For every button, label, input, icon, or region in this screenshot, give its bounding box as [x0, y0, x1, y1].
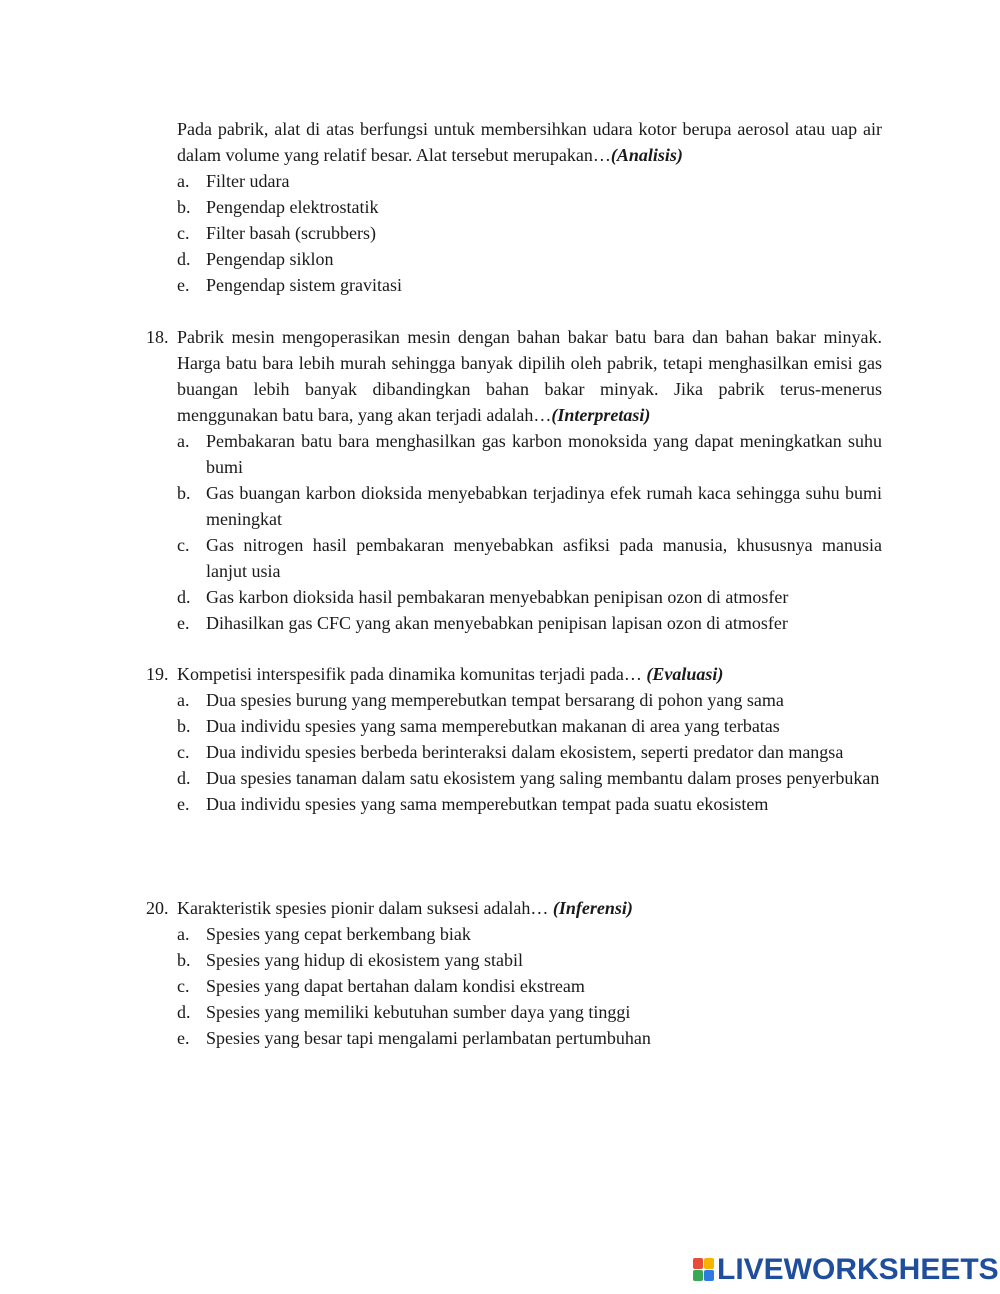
question-19 — [146, 661, 882, 817]
logo-square-yellow — [704, 1258, 714, 1269]
question-stem-text: Pabrik mesin mengoperasikan mesin dengan bahan bakar batu bara dan bahan bakar minyak. Harga batu bara lebih murah sehingga banyak dipilih oleh pabrik, tetapi menghasilkan emisi gas buangan lebih banyak dibandingkan bahan bakar minyak. Jika pabrik terus-menerus menggunakan batu bara, yang akan terjadi adalah… — [177, 327, 882, 425]
logo-square-green — [693, 1270, 703, 1281]
question-tag: (Analisis) — [610, 145, 683, 165]
question-17 — [146, 116, 882, 298]
option-letter: b. — [177, 483, 191, 503]
option-letter: c. — [177, 223, 190, 243]
option-text: Pengendap sistem gravitasi — [206, 275, 402, 295]
question-stem-text: Kompetisi interspesifik pada dinamika komunitas terjadi pada… — [177, 664, 647, 684]
question-stem — [146, 324, 882, 428]
question-tag: (Evaluasi) — [646, 664, 724, 684]
option-b[interactable] — [146, 194, 882, 220]
option-letter: d. — [177, 768, 191, 788]
option-text: Spesies yang memiliki kebutuhan sumber daya yang tinggi — [206, 1002, 631, 1022]
option-text: Filter basah (scrubbers) — [206, 223, 376, 243]
option-letter: d. — [177, 587, 191, 607]
option-letter: e. — [177, 1028, 190, 1048]
option-letter: a. — [177, 431, 190, 451]
option-d[interactable] — [146, 584, 882, 610]
question-number: 19. — [146, 664, 169, 684]
option-text: Dua individu spesies yang sama memperebutkan tempat pada suatu ekosistem — [206, 794, 769, 814]
option-letter: b. — [177, 716, 191, 736]
option-letter: d. — [177, 249, 191, 269]
question-number: 20. — [146, 898, 169, 918]
option-letter: a. — [177, 171, 190, 191]
option-a[interactable] — [146, 168, 882, 194]
liveworksheets-logo-text: LIVEWORKSHEETS — [717, 1253, 999, 1286]
question-tag: (Interpretasi) — [551, 405, 651, 425]
option-d[interactable] — [146, 246, 882, 272]
option-list — [146, 168, 882, 298]
option-list — [146, 921, 882, 1051]
option-d[interactable] — [146, 999, 882, 1025]
option-text: Dua spesies tanaman dalam satu ekosistem yang saling membantu dalam proses penyerbukan — [206, 768, 880, 788]
question-number: 18. — [146, 327, 169, 347]
option-text: Spesies yang cepat berkembang biak — [206, 924, 471, 944]
option-d[interactable] — [146, 765, 882, 791]
option-b[interactable] — [146, 480, 882, 532]
option-text: Dua spesies burung yang memperebutkan tempat bersarang di pohon yang sama — [206, 690, 784, 710]
option-list — [146, 428, 882, 636]
option-text: Spesies yang besar tapi mengalami perlambatan pertumbuhan — [206, 1028, 651, 1048]
option-e[interactable] — [146, 1025, 882, 1051]
option-text: Dihasilkan gas CFC yang akan menyebabkan penipisan lapisan ozon di atmosfer — [206, 613, 788, 633]
question-stem — [146, 116, 882, 168]
option-c[interactable] — [146, 739, 882, 765]
option-letter: a. — [177, 924, 190, 944]
option-a[interactable] — [146, 428, 882, 480]
option-e[interactable] — [146, 791, 882, 817]
option-text: Gas buangan karbon dioksida menyebabkan terjadinya efek rumah kaca sehingga suhu bumi meningkat — [206, 483, 882, 529]
option-a[interactable] — [146, 921, 882, 947]
option-b[interactable] — [146, 713, 882, 739]
option-text: Spesies yang dapat bertahan dalam kondisi ekstream — [206, 976, 585, 996]
question-tag: (Inferensi) — [552, 898, 633, 918]
option-list — [146, 687, 882, 817]
option-c[interactable] — [146, 973, 882, 999]
logo-square-blue — [704, 1270, 714, 1281]
option-text: Dua individu spesies berbeda berinteraksi dalam ekosistem, seperti predator dan mangsa — [206, 742, 844, 762]
option-text: Gas nitrogen hasil pembakaran menyebabkan asfiksi pada manusia, khususnya manusia lanjut usia — [206, 535, 882, 581]
option-text: Dua individu spesies yang sama memperebutkan makanan di area yang terbatas — [206, 716, 780, 736]
liveworksheets-logo-icon — [693, 1258, 715, 1282]
question-stem — [146, 895, 882, 921]
option-letter: b. — [177, 950, 191, 970]
logo-square-red — [693, 1258, 703, 1269]
option-text: Spesies yang hidup di ekosistem yang stabil — [206, 950, 523, 970]
option-letter: c. — [177, 535, 190, 555]
option-text: Pembakaran batu bara menghasilkan gas karbon monoksida yang dapat meningkatkan suhu bumi — [206, 431, 882, 477]
option-letter: c. — [177, 742, 190, 762]
question-18 — [146, 324, 882, 636]
question-stem-text: Karakteristik spesies pionir dalam suksesi adalah… — [177, 898, 553, 918]
question-stem — [146, 661, 882, 687]
question-20 — [146, 895, 882, 1051]
question-stem-text: Pada pabrik, alat di atas berfungsi untuk membersihkan udara kotor berupa aerosol atau uap air dalam volume yang relatif besar. Alat tersebut merupakan… — [177, 119, 882, 165]
option-letter: e. — [177, 613, 190, 633]
option-e[interactable] — [146, 272, 882, 298]
liveworksheets-logo[interactable] — [693, 1253, 999, 1287]
option-letter: e. — [177, 794, 190, 814]
option-c[interactable] — [146, 220, 882, 246]
option-b[interactable] — [146, 947, 882, 973]
option-a[interactable] — [146, 687, 882, 713]
option-letter: a. — [177, 690, 190, 710]
option-letter: d. — [177, 1002, 191, 1022]
option-letter: e. — [177, 275, 190, 295]
option-c[interactable] — [146, 532, 882, 584]
option-text: Pengendap elektrostatik — [206, 197, 379, 217]
option-letter: c. — [177, 976, 190, 996]
option-text: Gas karbon dioksida hasil pembakaran menyebabkan penipisan ozon di atmosfer — [206, 587, 789, 607]
option-e[interactable] — [146, 610, 882, 636]
option-text: Filter udara — [206, 171, 290, 191]
option-letter: b. — [177, 197, 191, 217]
option-text: Pengendap siklon — [206, 249, 334, 269]
